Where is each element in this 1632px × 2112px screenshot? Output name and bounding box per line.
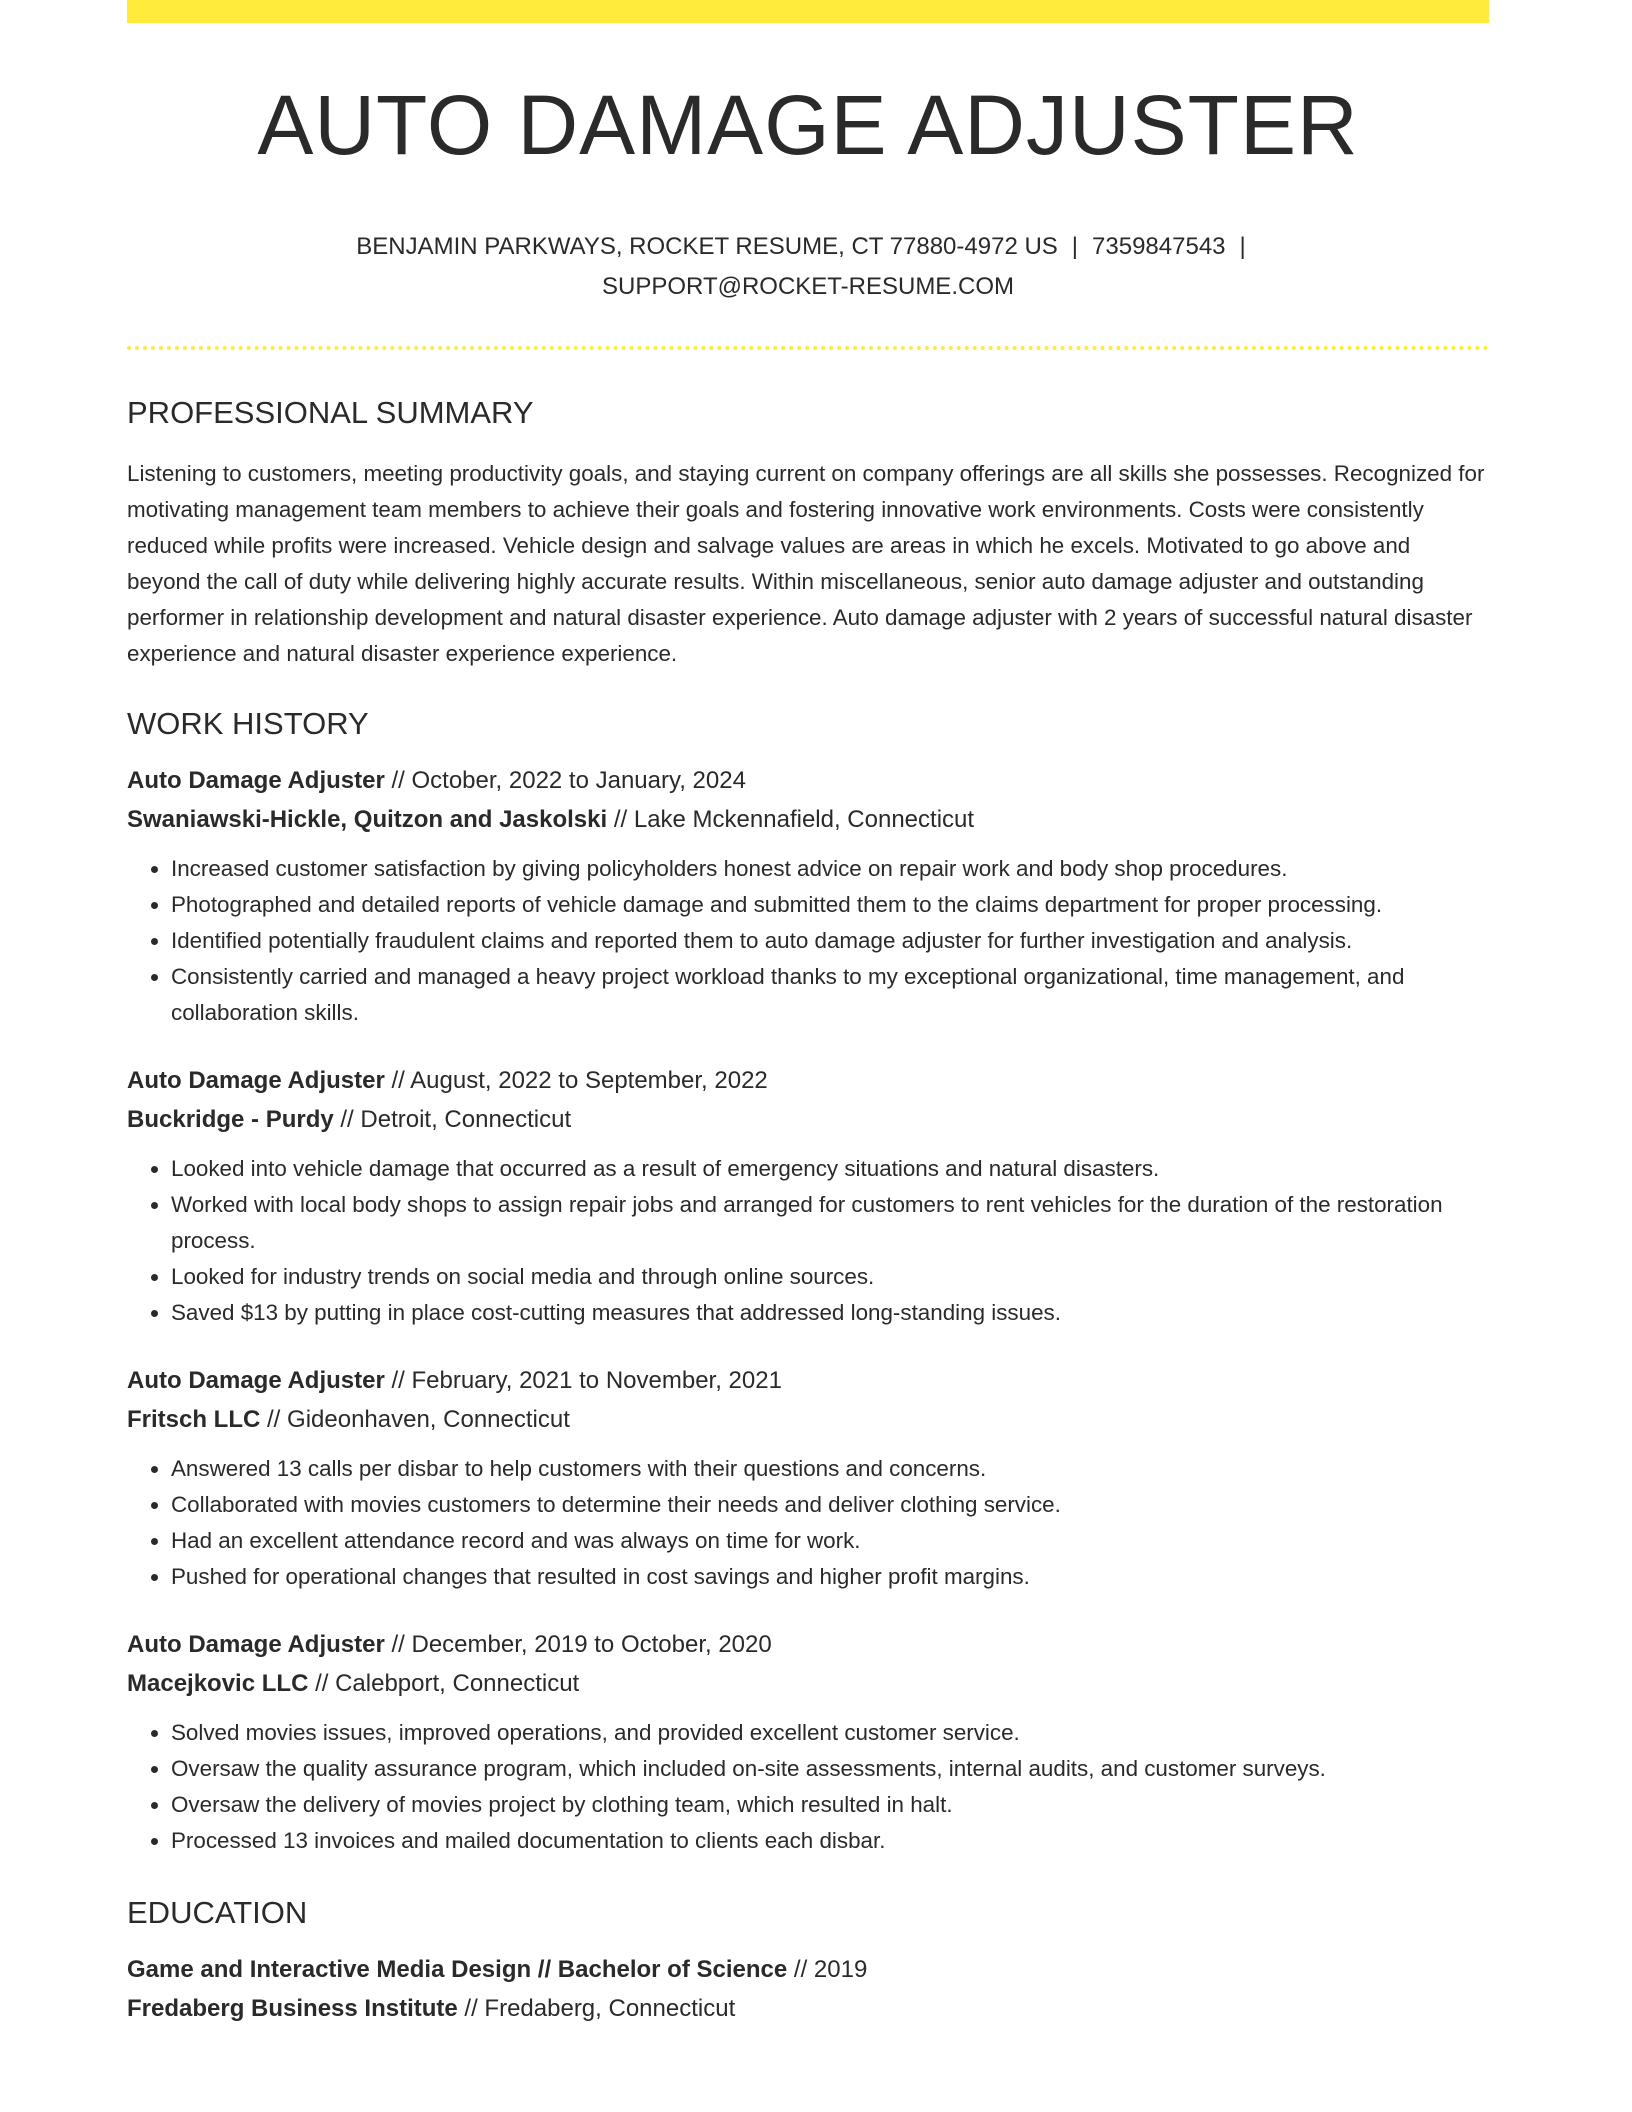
accent-bar [127,0,1489,23]
degree-line [127,1950,1489,1989]
job-company: Macejkovic LLC [127,1670,309,1697]
phone: 7359847543 [1092,233,1226,260]
job-title-line [127,1361,1489,1400]
school-line [127,1989,1489,2028]
job-bullet: • Identified potentially fraudulent claims and reported them to auto damage adjuster for further investigation and analysis. [171,923,1489,959]
job-bullets [127,1451,1489,1595]
job-bullet: • Oversaw the quality assurance program, which included on-site assessments, internal audits, and customer surveys. [171,1751,1489,1787]
job-company-line [127,1400,1489,1439]
contact-line-1 [127,227,1489,267]
job-bullets [127,851,1489,1031]
job-location: // Detroit, Connecticut [340,1106,572,1133]
job-company-line [127,1664,1489,1703]
resume-title: AUTO DAMAGE ADJUSTER [257,78,1359,172]
resume-page [127,0,1489,2028]
job-bullet: • Worked with local body shops to assign repair jobs and arranged for customers to rent vehicles for the duration of the restoration process. [171,1187,1489,1259]
school-location: // Fredaberg, Connecticut [464,1995,736,2022]
degree: Game and Interactive Media Design // Bachelor of Science [127,1956,788,1983]
job-bullet: • Processed 13 invoices and mailed documentation to clients each disbar. [171,1823,1489,1859]
job-dates: // October, 2022 to January, 2024 [391,767,746,794]
separator: | [1239,233,1246,260]
contact-info [127,227,1489,307]
job-location: // Gideonhaven, Connecticut [267,1406,570,1433]
job-bullet: • Saved $13 by putting in place cost-cutting measures that addressed long-standing issues. [171,1295,1489,1331]
job-bullet: • Collaborated with movies customers to determine their needs and deliver clothing service. [171,1487,1489,1523]
summary-text: Listening to customers, meeting productivity goals, and staying current on company offerings are all skills she possesses. Recognized for motivating management team members to achieve their goals and fostering innovative work environments. Costs were consistently reduced while profits were increased. Vehicle design and salvage values are areas in which he excels. Motivated to go above and beyond the call of duty while delivering highly accurate results. Within miscellaneous, senior auto damage adjuster and outstanding performer in relationship development and natural disaster experience. Auto damage adjuster with 2 years of successful natural disaster experience and natural disaster experience experience. [127,461,1485,666]
job-bullet: • Oversaw the delivery of movies project by clothing team, which resulted in halt. [171,1787,1489,1823]
job-entry [127,1625,1489,1859]
email: SUPPORT@ROCKET-RESUME.COM [602,273,1014,300]
work-history-heading: WORK HISTORY [127,706,369,741]
job-company-line [127,800,1489,839]
job-bullet: • Looked for industry trends on social media and through online sources. [171,1259,1489,1295]
job-location: // Lake Mckennafield, Connecticut [613,806,975,833]
job-title: Auto Damage Adjuster [127,1367,385,1394]
job-title-line [127,1625,1489,1664]
job-bullet: • Had an excellent attendance record and was always on time for work. [171,1523,1489,1559]
job-title-line [127,1061,1489,1100]
job-entry [127,761,1489,1031]
job-company-line [127,1100,1489,1139]
job-bullet: • Pushed for operational changes that resulted in cost savings and higher profit margins. [171,1559,1489,1595]
job-bullets [127,1715,1489,1859]
job-entry [127,1361,1489,1595]
job-bullet: • Increased customer satisfaction by giving policyholders honest advice on repair work and body shop procedures. [171,851,1489,887]
job-location: // Calebport, Connecticut [315,1670,580,1697]
job-title: Auto Damage Adjuster [127,1067,385,1094]
job-bullet: • Looked into vehicle damage that occurred as a result of emergency situations and natural disasters. [171,1151,1489,1187]
job-dates: // August, 2022 to September, 2022 [391,1067,768,1094]
job-company: Fritsch LLC [127,1406,261,1433]
job-company: Swaniawski-Hickle, Quitzon and Jaskolski [127,806,608,833]
education-heading: EDUCATION [127,1895,308,1930]
job-bullets [127,1151,1489,1331]
job-title: Auto Damage Adjuster [127,1631,385,1658]
summary-heading: PROFESSIONAL SUMMARY [127,395,534,430]
job-bullet: • Consistently carried and managed a heavy project workload thanks to my exceptional organizational, time management, and collaboration skills. [171,959,1489,1031]
job-bullet: • Photographed and detailed reports of vehicle damage and submitted them to the claims department for proper processing. [171,887,1489,923]
job-entry [127,1061,1489,1331]
job-dates: // December, 2019 to October, 2020 [391,1631,772,1658]
separator: | [1071,233,1079,260]
graduation-year: // 2019 [793,1956,868,1983]
job-bullet: • Solved movies issues, improved operations, and provided excellent customer service. [171,1715,1489,1751]
job-bullet: • Answered 13 calls per disbar to help customers with their questions and concerns. [171,1451,1489,1487]
job-title-line [127,761,1489,800]
address: BENJAMIN PARKWAYS, ROCKET RESUME, CT 77880-4972 US [356,233,1058,260]
job-company: Buckridge - Purdy [127,1106,334,1133]
job-title: Auto Damage Adjuster [127,767,385,794]
job-dates: // February, 2021 to November, 2021 [391,1367,782,1394]
dotted-divider [127,346,1489,350]
contact-line-2 [127,267,1489,307]
education-entry [127,1950,1489,2028]
school-name: Fredaberg Business Institute [127,1995,458,2022]
